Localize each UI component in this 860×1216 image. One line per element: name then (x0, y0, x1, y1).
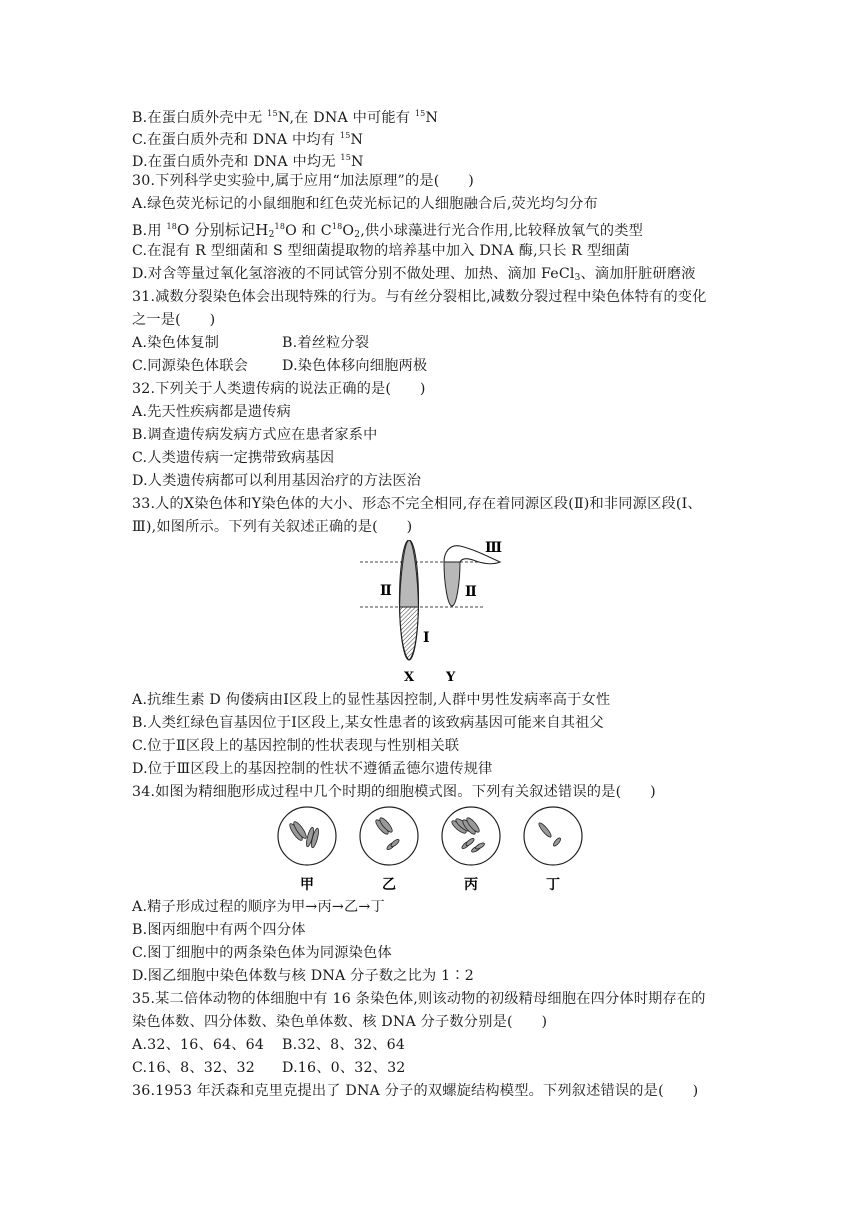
cell-ding (524, 807, 582, 865)
q35-option-a: A.32、16、64、64 (132, 1037, 265, 1053)
label-y: Y (446, 670, 456, 685)
q31-stem-line2: 之一是( ) (132, 312, 216, 328)
q32-option-b: B.调查遗传病发病方式应在患者家系中 (132, 427, 378, 443)
q31-stem-line1: 31.减数分裂染色体会出现特殊的行为。与有丝分裂相比,减数分裂过程中染色体特有的变化 (132, 289, 707, 305)
q33-stem-line1: 33.人的X染色体和Y染色体的大小、形态不完全相同,存在着同源区段(Ⅱ)和非同源区段(Ⅰ、 (132, 496, 702, 512)
q29-option-b: B.在蛋白质外壳中无 $^{15}$N,在 DNA 中可能有 $^{15}$N (132, 109, 439, 126)
q32-option-c: C.人类遗传病一定携带致病基因 (132, 450, 335, 466)
q33-option-d: D.位于Ⅲ区段上的基因控制的性状不遵循孟德尔遗传规律 (132, 761, 493, 777)
q35-option-d: D.16、0、32、32 (282, 1060, 406, 1076)
q30-stem: 30.下列科学史实验中,属于应用“加法原理”的是( ) (132, 173, 475, 189)
q35-option-c: C.16、8、32、32 (132, 1060, 256, 1076)
q29-option-d: D.在蛋白质外壳和 DNA 中均无 $^{15}$N (132, 153, 364, 170)
q30-option-c: C.在混有 R 型细菌和 S 型细菌提取物的培养基中加入 DNA 酶,只长 R 型细菌 (132, 243, 631, 259)
x-chromosome-nonhomologous-region (400, 607, 419, 660)
q34-option-c: C.图丁细胞中的两条染色体为同源染色体 (132, 945, 392, 961)
q35-stem-line2: 染色体数、四分体数、染色单体数、核 DNA 分子数分别是( ) (132, 1014, 548, 1030)
q32-option-d: D.人类遗传病都可以利用基因治疗的方法医治 (132, 473, 422, 489)
cell-jia (278, 807, 336, 865)
q31-option-d: D.染色体移向细胞两极 (282, 358, 428, 374)
cell-bing (442, 807, 500, 865)
label-region-iii: Ⅲ (485, 540, 503, 556)
q30-option-a: A.绿色荧光标记的小鼠细胞和红色荧光标记的人细胞融合后,荧光均匀分布 (132, 196, 598, 212)
q31-option-a: A.染色体复制 (132, 335, 220, 351)
q34-option-a: A.精子形成过程的顺序为甲→丙→乙→丁 (132, 899, 385, 915)
label-x: X (404, 670, 415, 685)
cell-yi (360, 807, 418, 865)
q30-option-b: B.用 $^{18}$O 分别标记$H_2^{18}O$ 和 $C^{18}O_2$,供小球藻进行光合作用,比较释放氧气的类型 (132, 221, 643, 240)
q34-stem: 34.如图为精细胞形成过程中几个时期的细胞模式图。下列有关叙述错误的是( ) (132, 784, 656, 800)
q29-option-c: C.在蛋白质外壳和 DNA 中均有 $^{15}$N (132, 131, 364, 148)
label-yi: 乙 (382, 877, 396, 893)
q31-option-b: B.着丝粒分裂 (282, 335, 370, 351)
q36-stem: 36.1953 年沃森和克里克提出了 DNA 分子的双螺旋结构模型。下列叙述错误的是( ) (132, 1083, 699, 1099)
label-bing: 丙 (464, 877, 478, 893)
q32-option-a: A.先天性疾病都是遗传病 (132, 404, 292, 420)
q33-option-c: C.位于Ⅱ区段上的基因控制的性状表现与性别相关联 (132, 738, 460, 754)
q33-stem-line2: Ⅲ),如图所示。下列有关叙述正确的是( ) (132, 519, 413, 535)
q35-option-b: B.32、8、32、64 (282, 1037, 406, 1053)
label-region-ii-left: Ⅱ (380, 583, 392, 599)
q34-option-d: D.图乙细胞中染色体数与核 DNA 分子数之比为 1∶2 (132, 968, 474, 984)
label-jia: 甲 (300, 877, 314, 893)
q35-stem-line1: 35.某二倍体动物的体细胞中有 16 条染色体,则该动物的初级精母细胞在四分体时期存在的 (132, 991, 706, 1007)
label-region-ii-right: Ⅱ (465, 584, 477, 600)
xy-chromosome-figure (355, 540, 515, 685)
label-ding: 丁 (546, 877, 560, 893)
y-chromosome-homologous-region (444, 562, 460, 606)
q31-option-c: C.同源染色体联会 (132, 358, 248, 374)
q30-option-d: D.对含等量过氧化氢溶液的不同试管分别不做处理、加热、滴加 FeCl$_3$、滴加肝脏研磨液 (132, 266, 696, 283)
q33-option-b: B.人类红绿色盲基因位于Ⅰ区段上,某女性患者的该致病基因可能来自其祖父 (132, 715, 604, 731)
label-region-i: Ⅰ (423, 630, 430, 646)
q33-option-a: A.抗维生素 D 佝偻病由Ⅰ区段上的显性基因控制,人群中男性发病率高于女性 (132, 692, 611, 708)
q34-option-b: B.图丙细胞中有两个四分体 (132, 922, 306, 938)
cell-division-figure (270, 805, 595, 895)
q32-stem: 32.下列关于人类遗传病的说法正确的是( ) (132, 381, 426, 397)
